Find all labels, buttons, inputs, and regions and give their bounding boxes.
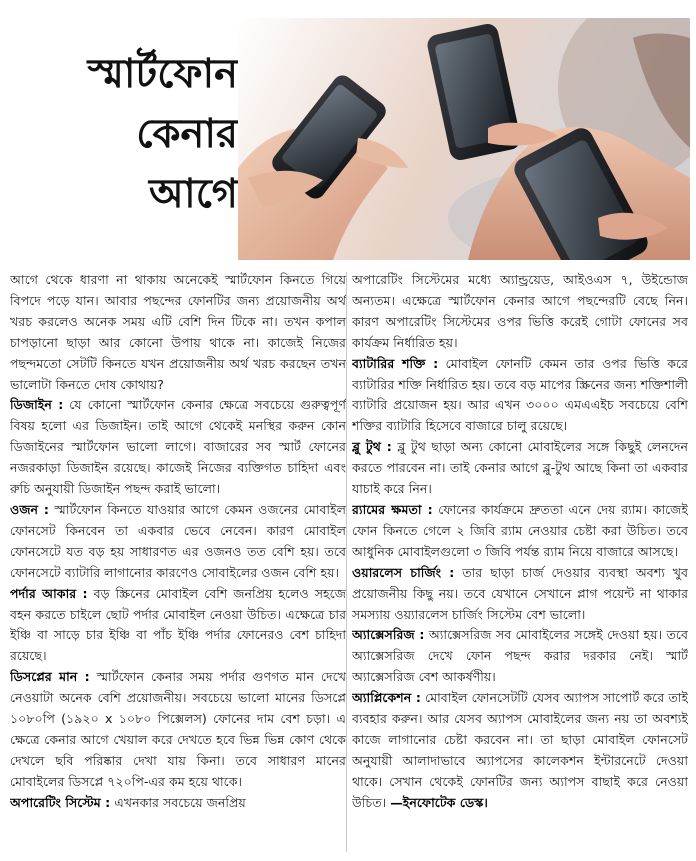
section-body: যে কোনো স্মার্টফোন কেনার ক্ষেত্রে সবচেয়ে গুরুত্বপূর্ণ বিষয় হলো এর ডিজাইন। তাই আগে থেকেই মনস্থির করুন কোন ডিজাইনের স্মার্টফোন ভালো লাগে। বাজারের সব স্মার্ট ফোনের নজরকাড়া ডিজাইন রয়েছে। কাজেই নিজের ব্যক্তিগত চাহিদা এবং রুচি অনুযায়ী ডিজাইন পছন্দ করাই ভালো।	[10, 397, 346, 497]
headline-line-1: স্মার্টফোন	[87, 50, 238, 97]
section-heading: অপারেটিং সিস্টেম :	[10, 794, 111, 810]
section-heading: ডিজাইন :	[10, 397, 64, 413]
section-body: তার ছাড়া চার্জ দেওয়ার ব্যবস্থা অবশ্য খুব প্রয়োজনীয় কিছু নয়। তবে যেখানে সেখানে প্লাগ পয়েন্ট না থাকার সমস্যায় ওয়্যারলেস চার্জিং সিস্টেম বেশ ভালো।	[352, 564, 688, 622]
section-display-quality	[10, 667, 346, 792]
section-body: ব্লু টুথ ছাড়া অন্য কোনো মোবাইলের সঙ্গে কিছুই লেনদেন করতে পারবেন না। তাই কেনার আগে ব্লু-টুথ আছে কিনা তা একবার যাচাই করে নিন।	[352, 439, 688, 497]
section-screen-size	[10, 584, 346, 668]
section-body: মোবাইল ফোনটি কেমন তার ওপর ভিত্তি করে ব্যাটারির শক্তি নির্ধারিত হয়। তবে বড় মাপের স্ক্রিনের জন্য শক্তিশালী ব্যাটারি প্রয়োজন হয়। আর এখন ৩০০০ এমএএইচ সবচেয়ে বেশি শক্তির ব্যাটারি হিসেবে বাজারে চালু রয়েছে।	[352, 355, 688, 434]
section-heading: পর্দার আকার :	[10, 585, 88, 601]
section-operating-system	[10, 793, 346, 814]
section-body: স্মার্টফোন কিনতে যাওয়ার আগে কেমন ওজনের মোবাইল ফোনসেট কিনবেন তা একবার ভেবে নেবেন। কারণ মোবাইল ফোনসেটে যত বড় হয় সাধারণত এর ওজনও তত বেশি হয়। তবে ফোনসেটে ব্যাটারি লাগানোর কারণেও সোবাইলের ওজন বেশি হয়।	[10, 501, 346, 580]
section-heading: র‍্যামের ক্ষমতা :	[352, 501, 433, 517]
section-body: ফোনের কার্যক্রমে দ্রুততা এনে দেয় র‍্যাম। কাজেই ফোন কিনতে গেলে ২ জিবি র‍্যাম নেওয়ার চেষ্টা করা উচিত। তবে আধুনিক মোবাইলগুলো ৩ জিবি পর্যন্ত র‍্যাম নিয়ে বাজারে আসছে।	[352, 501, 688, 559]
section-heading: ব্লু টুথ :	[352, 439, 392, 455]
section-heading: ওজন :	[10, 501, 49, 517]
section-battery	[352, 354, 688, 438]
section-body: মোবাইল ফোনসেটটি যেসব অ্যাপস সাপোর্ট করে তাই ব্যবহার করুন। আর যেসব অ্যাপস মোবাইলের জন্য নয় তা অবশ্যই কাজে লাগানোর চেষ্টা করবেন না। তা ছাড়া মোবাইল ফোনসেট অনুযায়ী আলাদাভাবে অ্যাপসের কালেকশন ইন্টারনেটে দেওয়া থাকে। সেখান থেকেই ফোনটির জন্য অ্যাপস বাছাই করে নেওয়া উচিত।	[352, 690, 688, 810]
credit-line: —ইনফোটেক ডেস্ক।	[390, 794, 488, 810]
section-accessories	[352, 625, 688, 688]
headline-line-2: কেনার	[136, 110, 238, 157]
section-body: বড় স্ক্রিনের মোবাইল বেশি জনপ্রিয় হলেও সহজে বহন করতে চাইলে ছোট পর্দার মোবাইল নেওয়া উচিত। এক্ষেত্রে চার ইঞ্চি বা সাড়ে চার ইঞ্চি বা পাঁচ ইঞ্চি পর্দার ফোনেরও বেশ চাহিদা রয়েছে।	[10, 585, 346, 664]
section-bluetooth	[352, 437, 688, 500]
section-design	[10, 395, 346, 500]
section-heading: ডিসপ্লের মান :	[10, 669, 90, 685]
section-ram	[352, 500, 688, 563]
section-wireless-charging	[352, 563, 688, 626]
section-body: এখনকার সবচেয়ে জনপ্রিয়	[114, 794, 246, 810]
headline	[38, 44, 238, 224]
section-heading: অ্যাক্সেসরিজ :	[352, 627, 425, 643]
intro-paragraph: আগে থেকে ধারণা না থাকায় অনেকেই স্মার্টফোন কিনতে গিয়ে বিপদে পড়ে যান। আবার পছন্দের ফোনটির জন্য প্রয়োজনীয় অর্থ খরচ করলেও অনেক সময় এটি বেশি দিন টিকে না। তখন কপাল চাপড়ানো ছাড়া আর কোনো উপায় থাকে না। কাজেই নিজের পছন্দমতো সেটটি কিনতে যখন প্রয়োজনীয় অর্থ খরচ করছেন তখন ভালোটা কিনতে দোষ কোথায়?	[10, 272, 346, 392]
section-body: অ্যাক্সেসরিজ সব মোবাইলের সঙ্গেই দেওয়া হয়। তবে অ্যাক্সেসরিজ দেখে ফোন পছন্দ করার দরকার নেই। স্মার্ট অ্যাক্সেসরিজ বেশ আকর্ষণীয়।	[352, 627, 688, 685]
article-header	[0, 0, 696, 262]
column-divider	[346, 272, 347, 852]
section-body: স্মার্টফোন কেনার সময় পর্দার গুণগত মান দেখে নেওয়াটা অনেক বেশি প্রয়োজনীয়। সবচেয়ে ভালো মানের ডিসপ্লে ১০৮০পি (১৯২০ x ১০৮০ পিক্সেলস) ফোনের দাম বেশ চড়া। এ ক্ষেত্রে কেনার আগে খেয়াল করে দেখতে হবে ভিন্ন ভিন্ন কোণ থেকে দেখলে ছবি পরিষ্কার দেখা যায় কিনা। তবে সাধারণ মানের মোবাইলের ডিসপ্লে ৭২০পি-এর কম হয়ে থাকে।	[10, 669, 346, 789]
photo-illustration	[238, 18, 690, 260]
section-weight	[10, 500, 346, 584]
left-column	[10, 270, 346, 854]
section-applications	[352, 688, 688, 813]
continuation-paragraph: অপারেটিং সিস্টেমের মধ্যে অ্যান্ড্রয়েড, আইওএস ৭, উইন্ডোজ অন্যতম। এক্ষেত্রে স্মার্টফোন কেনার আগে পছন্দেরটি বেছে নিন। কারণ অপারেটিং সিস্টেমের ওপর ভিত্তি করেই গোটা ফোনের সব কার্যক্রম নির্ধারিত হয়।	[352, 272, 688, 350]
section-heading: ব্যাটারির শক্তি :	[352, 355, 439, 371]
section-heading: ওয়ারলেস চার্জিং :	[352, 564, 455, 580]
headline-line-3: আগে	[149, 170, 238, 217]
section-heading: অ্যাপ্লিকেশন :	[352, 690, 421, 706]
right-column	[352, 270, 688, 854]
hands-holding-smartphones-photo	[238, 18, 690, 260]
